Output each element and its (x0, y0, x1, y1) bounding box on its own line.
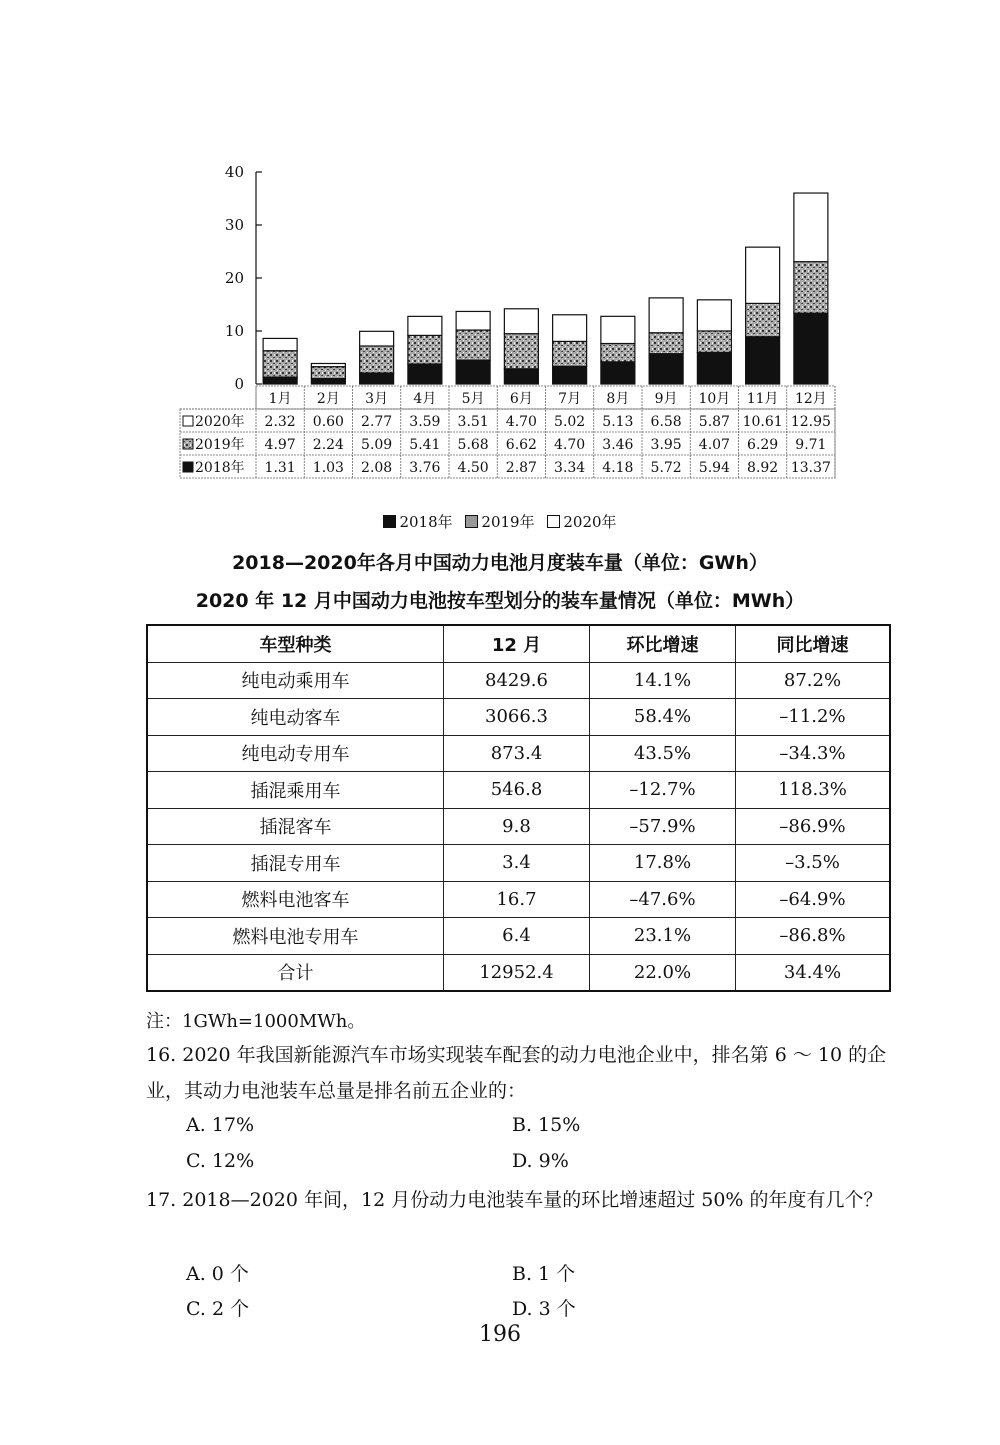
y-tick-label: 20 (224, 269, 244, 287)
data-value-label: 2.24 (312, 437, 344, 453)
table-cell: 16.7 (444, 881, 590, 918)
x-tick-label: 3月 (365, 391, 389, 407)
table-row (147, 662, 890, 699)
series-swatch (183, 439, 193, 449)
x-tick-label: 5月 (461, 391, 485, 407)
data-value-label: 12.95 (790, 414, 831, 430)
x-tick-label: 9月 (654, 391, 678, 407)
q17-option-a: A. 0 个 (186, 1263, 249, 1285)
table-row (147, 918, 890, 955)
table-row (147, 845, 890, 882)
q17-option-b: B. 1 个 (512, 1263, 576, 1285)
table-row (147, 808, 890, 845)
x-tick-label: 12月 (794, 391, 827, 407)
table-cell: –86.8% (736, 918, 891, 955)
bar-segment (360, 331, 394, 346)
table-cell: 87.2% (736, 662, 891, 699)
header-vehicle-type: 车型种类 (147, 625, 444, 662)
legend-swatch-white (547, 515, 560, 528)
x-tick-label: 2月 (316, 391, 340, 407)
bar-segment (601, 362, 635, 384)
bar-segment (311, 367, 345, 379)
table-cell: –12.7% (590, 772, 736, 809)
table-header-row (147, 625, 890, 662)
x-tick-label: 7月 (558, 391, 582, 407)
table-cell: 34.4% (736, 954, 891, 991)
bar-segment (794, 313, 828, 384)
legend-item-2018: 2018年 (383, 511, 452, 532)
bar-segment (360, 373, 394, 384)
table-cell: –47.6% (590, 881, 736, 918)
bar-segment (360, 346, 394, 373)
bar-segment (601, 344, 635, 362)
table-cell: 23.1% (590, 918, 736, 955)
table-row (147, 735, 890, 772)
bar-segment (456, 330, 490, 360)
table-row (147, 699, 890, 736)
data-value-label: 4.07 (698, 437, 730, 453)
series-label: 2018年 (195, 460, 245, 476)
bar-segment (456, 311, 490, 330)
y-tick-label: 30 (224, 216, 244, 234)
q16-option-b: B. 15% (512, 1114, 581, 1136)
data-value-label: 1.31 (264, 460, 296, 476)
bar-segment (649, 298, 683, 333)
data-value-label: 5.72 (650, 460, 682, 476)
bar-segment (746, 303, 780, 336)
data-value-label: 6.29 (747, 437, 779, 453)
stacked-bar-chart (0, 150, 1000, 495)
bar-segment (746, 337, 780, 384)
bar-segment (553, 315, 587, 342)
bar-segment (504, 309, 538, 334)
bar-segment (311, 379, 345, 384)
table-cell: 17.8% (590, 845, 736, 882)
table-row (147, 954, 890, 991)
table-row (147, 772, 890, 809)
data-value-label: 6.58 (650, 414, 682, 430)
bar-segment (263, 351, 297, 377)
legend-swatch-gray (465, 515, 478, 528)
data-value-label: 5.87 (698, 414, 730, 430)
table-cell: 插混客车 (147, 808, 444, 845)
table-cell: –57.9% (590, 808, 736, 845)
q17-option-c: C. 2 个 (186, 1298, 250, 1320)
bar-segment (601, 316, 635, 343)
data-value-label: 3.34 (554, 460, 586, 476)
bar-segment (649, 333, 683, 354)
bar-segment (697, 353, 731, 384)
data-value-label: 6.62 (505, 437, 537, 453)
table-cell: 燃料电池客车 (147, 881, 444, 918)
x-tick-label: 4月 (413, 391, 437, 407)
table-cell: 12952.4 (444, 954, 590, 991)
table-cell: –86.9% (736, 808, 891, 845)
table-cell: –64.9% (736, 881, 891, 918)
table-cell: 合计 (147, 954, 444, 991)
table-title: 2020 年 12 月中国动力电池按车型划分的装车量情况（单位：MWh） (195, 590, 805, 612)
data-value-label: 0.60 (312, 414, 344, 430)
series-label: 2020年 (195, 414, 245, 430)
data-value-label: 1.03 (312, 460, 344, 476)
x-tick-label: 1月 (268, 391, 292, 407)
bar-segment (794, 193, 828, 262)
data-value-label: 5.41 (409, 437, 441, 453)
data-value-label: 4.97 (264, 437, 296, 453)
q17-option-d: D. 3 个 (512, 1298, 576, 1320)
data-value-label: 3.51 (457, 414, 489, 430)
data-value-label: 5.94 (698, 460, 730, 476)
y-tick-label: 10 (224, 322, 244, 340)
data-value-label: 5.13 (602, 414, 634, 430)
data-value-label: 3.59 (409, 414, 441, 430)
bar-segment (311, 363, 345, 366)
bar-segment (553, 366, 587, 384)
table-cell: 58.4% (590, 699, 736, 736)
table-cell: 燃料电池专用车 (147, 918, 444, 955)
table-cell: 9.8 (444, 808, 590, 845)
table-cell: –11.2% (736, 699, 891, 736)
data-value-label: 2.87 (505, 460, 537, 476)
table-cell: 插混乘用车 (147, 772, 444, 809)
data-value-label: 5.68 (457, 437, 489, 453)
bar-segment (794, 262, 828, 313)
data-value-label: 13.37 (790, 460, 831, 476)
q16-option-c: C. 12% (186, 1150, 255, 1172)
table-row (147, 881, 890, 918)
data-value-label: 8.92 (747, 460, 779, 476)
legend-item-2019: 2019年 (465, 511, 534, 532)
x-tick-label: 10月 (698, 391, 731, 407)
bar-segment (456, 360, 490, 384)
bar-segment (649, 354, 683, 384)
bar-segment (697, 300, 731, 331)
page-number: 196 (479, 1322, 521, 1347)
series-swatch (183, 416, 193, 426)
x-tick-label: 8月 (606, 391, 630, 407)
data-value-label: 2.77 (361, 414, 393, 430)
bar-segment (408, 316, 442, 335)
table-cell: 118.3% (736, 772, 891, 809)
series-swatch (183, 462, 193, 472)
table-cell: 纯电动专用车 (147, 735, 444, 772)
unit-note: 注：1GWh=1000MWh。 (146, 1011, 366, 1032)
header-mom-growth: 环比增速 (590, 625, 736, 662)
table-cell: 纯电动客车 (147, 699, 444, 736)
table-cell: 6.4 (444, 918, 590, 955)
chart-title: 2018—2020年各月中国动力电池月度装车量（单位：GWh） (232, 552, 768, 574)
header-yoy-growth: 同比增速 (736, 625, 891, 662)
x-tick-label: 11月 (746, 391, 779, 407)
y-tick-label: 40 (224, 163, 244, 181)
data-value-label: 4.70 (505, 414, 537, 430)
data-value-label: 5.02 (554, 414, 586, 430)
data-value-label: 4.50 (457, 460, 489, 476)
legend-item-2020: 2020年 (547, 511, 616, 532)
bar-segment (553, 341, 587, 366)
vehicle-type-table (146, 624, 891, 992)
bars (263, 193, 828, 384)
bar-segment (408, 335, 442, 364)
question-16: 16. 2020 年我国新能源汽车市场实现装车配套的动力电池企业中，排名第 6 ～ 10 的企业，其动力电池装车总量是排名前五企业的： (146, 1044, 887, 1102)
table-cell: 纯电动乘用车 (147, 662, 444, 699)
y-tick-label: 0 (234, 375, 244, 393)
header-december: 12 月 (444, 625, 590, 662)
table-cell: 43.5% (590, 735, 736, 772)
table-cell: –3.5% (736, 845, 891, 882)
data-value-label: 3.76 (409, 460, 441, 476)
question-17: 17. 2018—2020 年间，12 月份动力电池装车量的环比增速超过 50% 的年度有几个？ (146, 1189, 883, 1211)
table-cell: 3.4 (444, 845, 590, 882)
table-cell: 546.8 (444, 772, 590, 809)
data-value-label: 4.70 (554, 437, 586, 453)
series-label: 2019年 (195, 437, 245, 453)
data-value-label: 3.95 (650, 437, 682, 453)
table-cell: 插混专用车 (147, 845, 444, 882)
bar-segment (263, 377, 297, 384)
data-value-label: 3.46 (602, 437, 634, 453)
table-cell: 873.4 (444, 735, 590, 772)
y-axis (225, 163, 262, 393)
bar-segment (697, 331, 731, 353)
q16-option-d: D. 9% (512, 1150, 569, 1172)
data-value-label: 4.18 (602, 460, 634, 476)
bar-segment (263, 338, 297, 350)
data-value-label: 9.71 (795, 437, 827, 453)
bar-segment (504, 369, 538, 384)
table-cell: 3066.3 (444, 699, 590, 736)
table-cell: –34.3% (736, 735, 891, 772)
data-value-label: 5.09 (361, 437, 393, 453)
legend-swatch-black (383, 515, 396, 528)
table-cell: 8429.6 (444, 662, 590, 699)
bar-segment (746, 247, 780, 303)
x-tick-label: 6月 (509, 391, 533, 407)
data-value-label: 2.08 (361, 460, 393, 476)
bar-segment (504, 334, 538, 369)
chart-legend (0, 511, 1000, 532)
data-value-label: 10.61 (742, 414, 783, 430)
q16-option-a: A. 17% (186, 1114, 255, 1136)
table-cell: 14.1% (590, 662, 736, 699)
bar-segment (408, 364, 442, 384)
data-value-label: 2.32 (264, 414, 296, 430)
chart-data-table (180, 386, 835, 478)
table-cell: 22.0% (590, 954, 736, 991)
